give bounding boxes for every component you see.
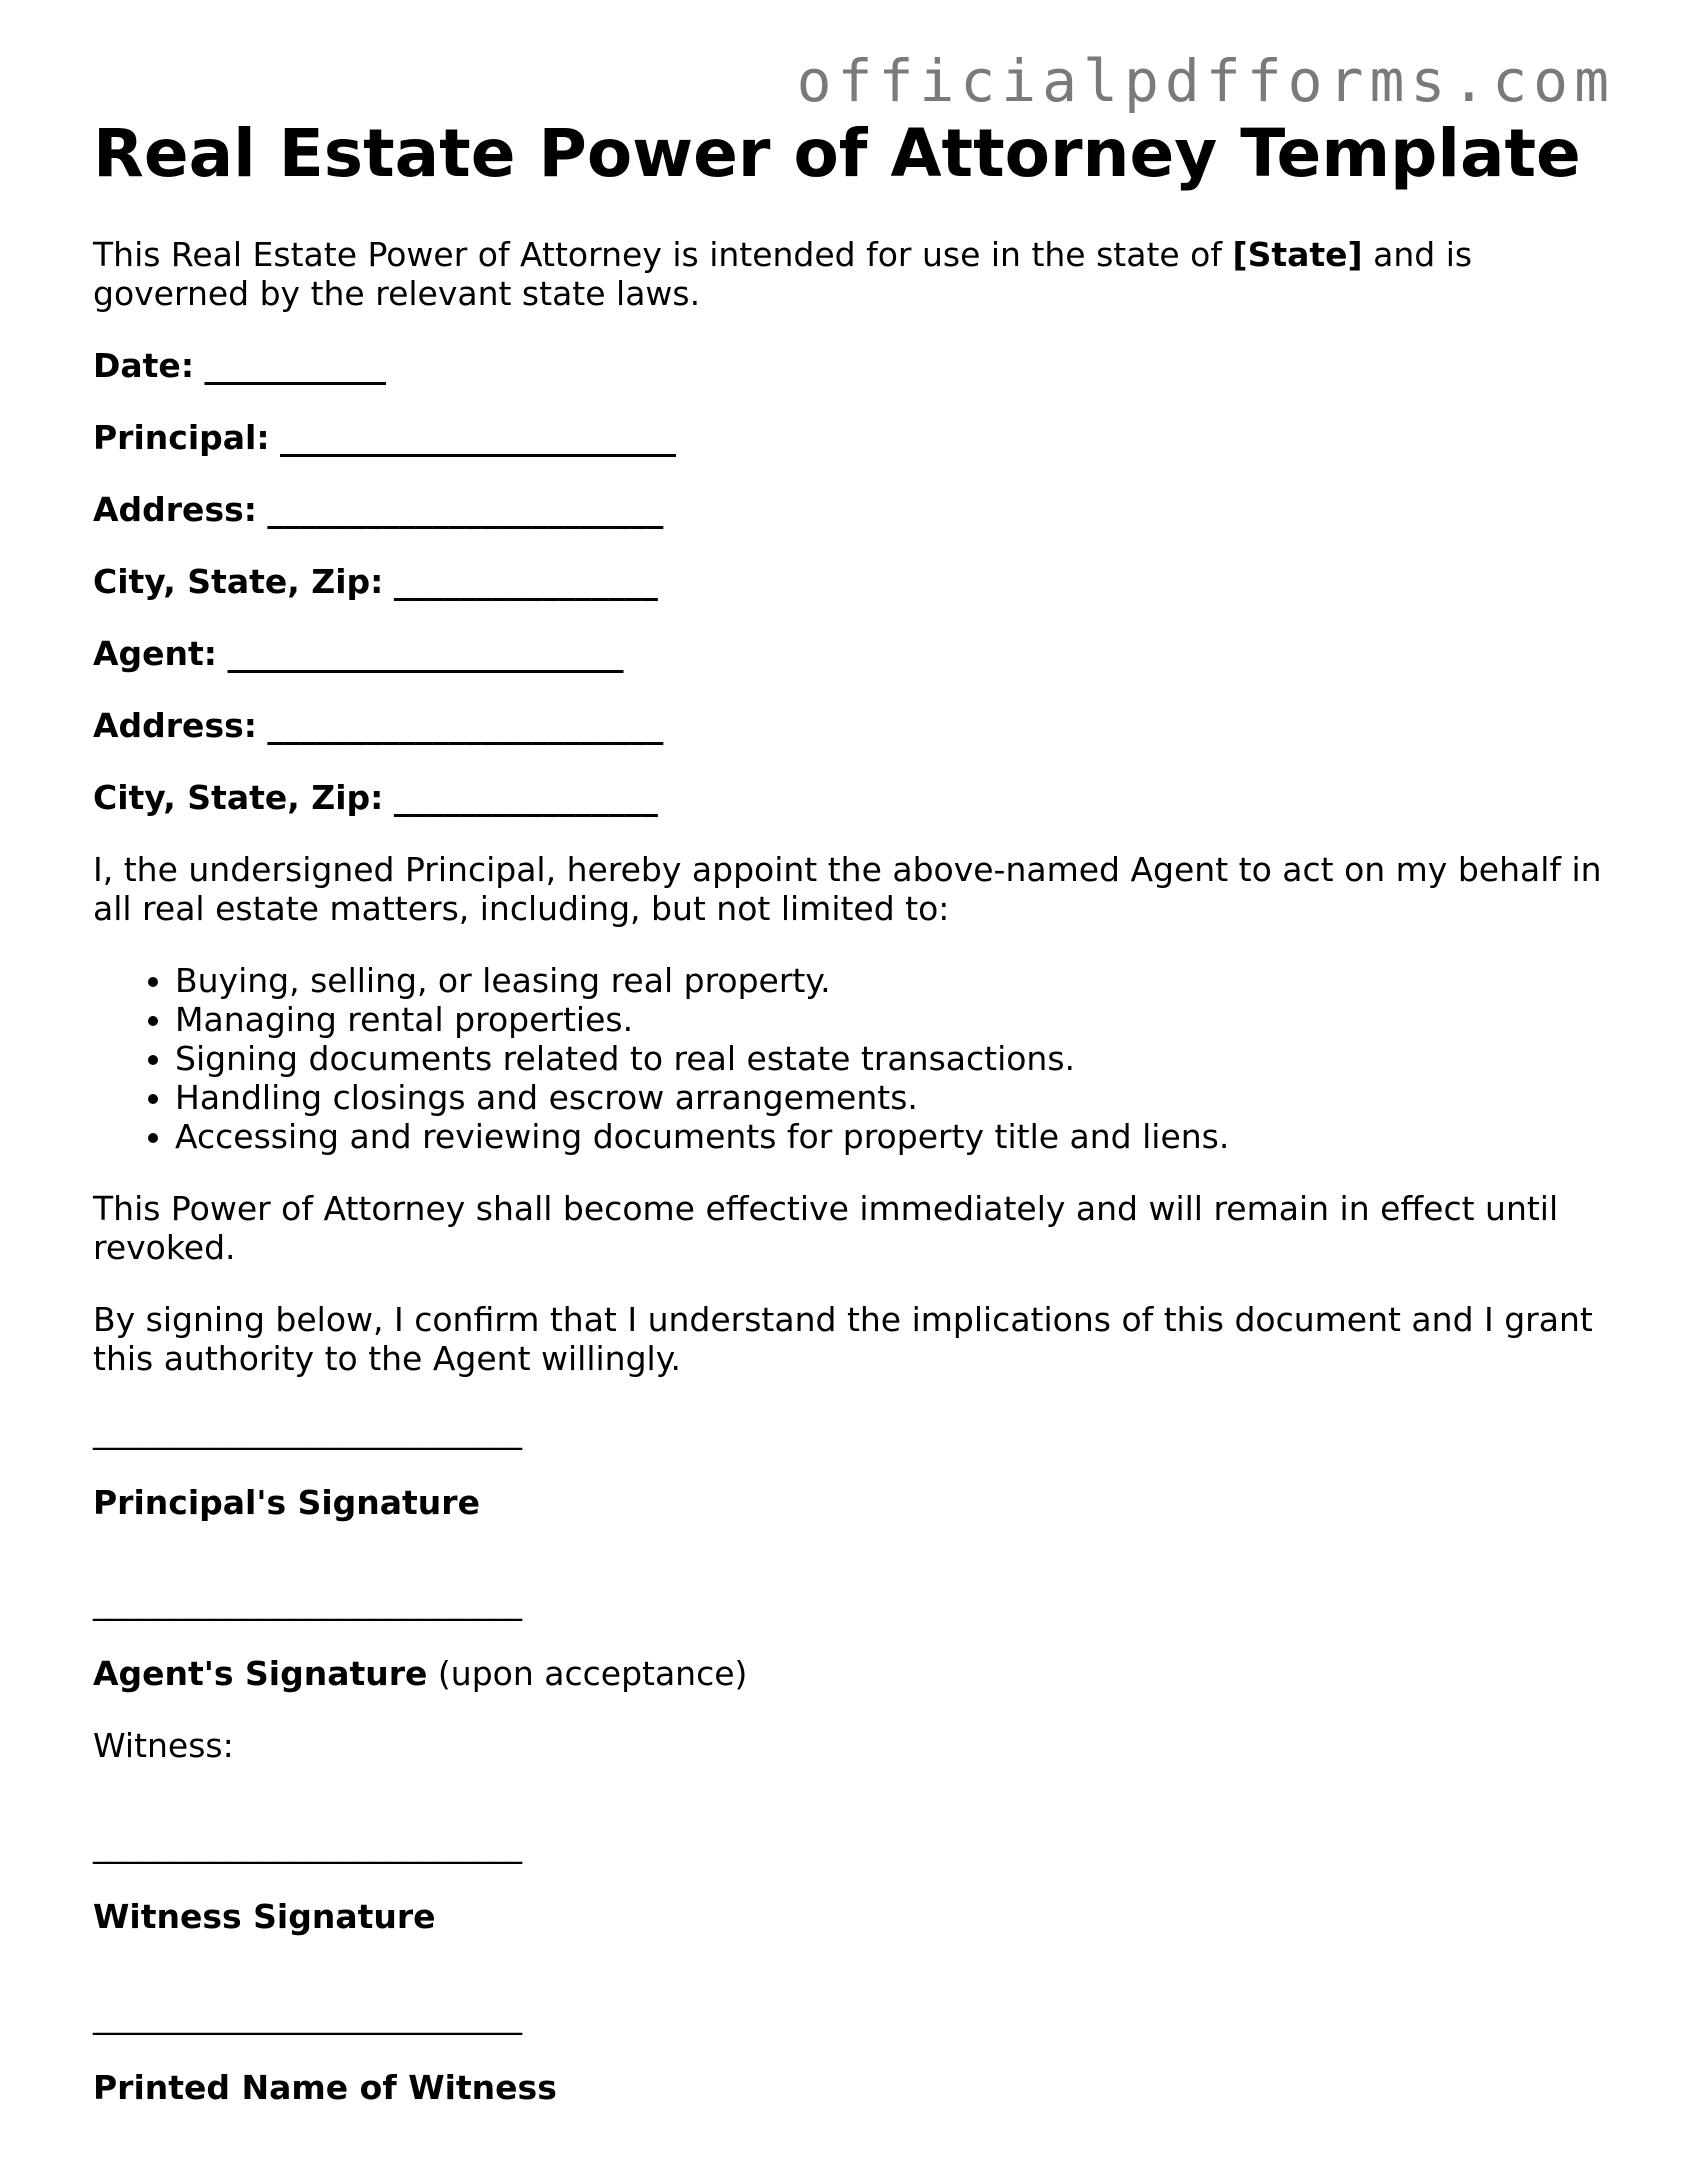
list-item: • Managing rental properties.	[175, 1000, 1603, 1039]
witness-name-label: Printed Name of Witness	[93, 2067, 557, 2107]
document-page	[93, 115, 1603, 2140]
principal-signature-label: Principal's Signature	[93, 1482, 480, 1522]
agent-address-field[interactable]	[93, 706, 1603, 745]
list-item: • Accessing and reviewing documents for property title and liens.	[175, 1117, 1603, 1156]
agent-city-label: City, State, Zip:	[93, 777, 384, 817]
principal-address-label: Address:	[93, 489, 257, 529]
watermark-text: officialpdfforms.com	[796, 47, 1615, 115]
principal-blank[interactable]: ________________________	[280, 417, 677, 457]
agent-address-blank[interactable]: ________________________	[267, 705, 664, 745]
agent-city-blank[interactable]: ________________	[393, 777, 658, 817]
principal-city-field[interactable]	[93, 562, 1603, 601]
date-field[interactable]	[93, 346, 1603, 385]
agent-signature-note: (upon acceptance)	[427, 1653, 748, 1693]
list-item: • Handling closings and escrow arrangements.	[175, 1078, 1603, 1117]
witness-signature-line[interactable]: __________________________	[93, 1824, 522, 1864]
witness-signature-label: Witness Signature	[93, 1896, 436, 1936]
principal-city-label: City, State, Zip:	[93, 561, 384, 601]
confirmation-paragraph: By signing below, I confirm that I understand the implications of this document and I grant this authority to the Agent willingly.	[93, 1299, 1593, 1378]
agent-address-label: Address:	[93, 705, 257, 745]
intro-paragraph	[93, 235, 1603, 313]
agent-signature-label	[93, 1654, 1603, 1693]
agent-field[interactable]	[93, 634, 1603, 673]
principal-city-blank[interactable]: ________________	[393, 561, 658, 601]
agent-label: Agent:	[93, 633, 218, 673]
agent-signature-label-text: Agent's Signature	[93, 1653, 428, 1693]
state-placeholder: [State]	[1232, 234, 1363, 274]
list-item: • Signing documents related to real estate transactions.	[175, 1039, 1603, 1078]
agent-blank[interactable]: ________________________	[227, 633, 624, 673]
witness-intro: Witness:	[93, 1725, 234, 1765]
powers-list	[93, 961, 1603, 1156]
principal-field[interactable]	[93, 418, 1603, 457]
principal-address-field[interactable]	[93, 490, 1603, 529]
witness-name-line[interactable]: __________________________	[93, 1995, 522, 2035]
appointment-paragraph: I, the undersigned Principal, hereby appoint the above-named Agent to act on my behalf in all real estate matters, including, but not limited to:	[93, 849, 1602, 928]
principal-signature-line[interactable]: __________________________	[93, 1410, 522, 1450]
document-title: Real Estate Power of Attorney Template	[93, 115, 1581, 192]
agent-city-field[interactable]	[93, 778, 1603, 817]
list-item: • Buying, selling, or leasing real property.	[175, 961, 1603, 1000]
intro-text-before: This Real Estate Power of Attorney is intended for use in the state of	[93, 234, 1233, 274]
date-label: Date:	[93, 345, 195, 385]
intro-text-after: and is governed by the relevant state laws.	[93, 234, 1473, 313]
agent-signature-line[interactable]: __________________________	[93, 1581, 522, 1621]
effective-paragraph: This Power of Attorney shall become effective immediately and will remain in effect until revoked.	[93, 1188, 1559, 1267]
principal-address-blank[interactable]: ________________________	[267, 489, 664, 529]
date-blank[interactable]: ___________	[204, 345, 387, 385]
principal-label: Principal:	[93, 417, 270, 457]
